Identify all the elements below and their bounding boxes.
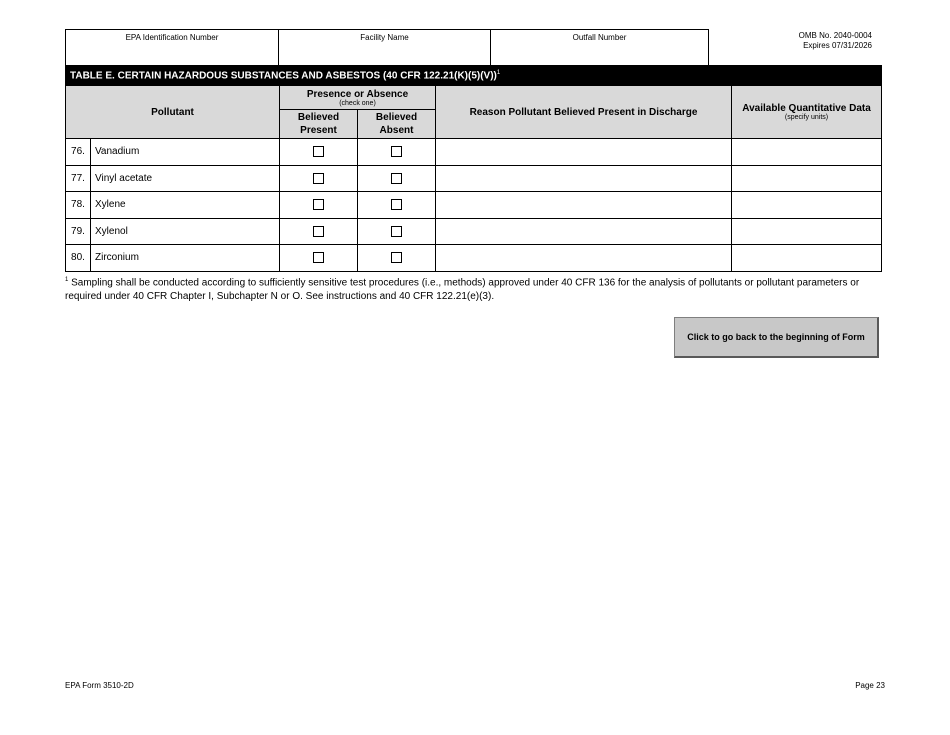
outfall-number-label: Outfall Number — [572, 33, 627, 42]
footnote-marker: 1 — [65, 277, 69, 283]
title-footnote-marker: 1 — [496, 69, 501, 76]
quantitative-data-field[interactable] — [732, 245, 882, 272]
believed-absent-checkbox[interactable] — [391, 252, 402, 263]
table-row — [66, 139, 882, 166]
hazardous-substances-table — [65, 65, 882, 272]
quantitative-data-field[interactable] — [732, 218, 882, 245]
reason-field[interactable] — [436, 192, 732, 219]
footnote — [65, 273, 885, 304]
back-to-beginning-button[interactable]: Click to go back to the beginning of Form — [674, 317, 879, 358]
quantitative-data-field[interactable] — [732, 165, 882, 192]
believed-present-checkbox[interactable] — [313, 199, 324, 210]
row-number: 79. — [66, 218, 91, 245]
table-row — [66, 245, 882, 272]
believed-present-checkbox[interactable] — [313, 146, 324, 157]
believed-absent-checkbox[interactable] — [391, 173, 402, 184]
epa-id-field[interactable] — [66, 30, 279, 65]
omb-number: OMB No. 2040-0004 — [798, 31, 872, 40]
believed-absent-checkbox[interactable] — [391, 226, 402, 237]
pollutant-name: Xylene — [91, 192, 280, 219]
presence-absence-title: Presence or Absence — [306, 88, 409, 100]
believed-absent-checkbox[interactable] — [391, 199, 402, 210]
table-row — [66, 218, 882, 245]
pollutant-name: Vanadium — [91, 139, 280, 166]
believed-present-checkbox[interactable] — [313, 252, 324, 263]
row-number: 77. — [66, 165, 91, 192]
facility-name-field[interactable] — [279, 30, 491, 65]
believed-absent-header: Believed Absent — [358, 110, 436, 139]
pollutant-name: Xylenol — [91, 218, 280, 245]
row-number: 80. — [66, 245, 91, 272]
quantitative-data-field[interactable] — [732, 192, 882, 219]
believed-present-checkbox[interactable] — [313, 173, 324, 184]
pollutant-name: Vinyl acetate — [91, 165, 280, 192]
quantitative-data-title: Available Quantitative Data — [742, 103, 871, 114]
outfall-number-field[interactable] — [491, 30, 708, 65]
identification-header — [65, 29, 709, 65]
reason-header: Reason Pollutant Believed Present in Discharge — [436, 86, 732, 139]
epa-id-label: EPA Identification Number — [125, 33, 219, 42]
table-row — [66, 192, 882, 219]
believed-absent-checkbox[interactable] — [391, 146, 402, 157]
pollutant-name: Zirconium — [91, 245, 280, 272]
believed-present-header: Believed Present — [280, 110, 358, 139]
omb-expires: Expires 07/31/2026 — [803, 41, 872, 50]
reason-field[interactable] — [436, 218, 732, 245]
quantitative-data-header — [732, 86, 882, 139]
pollutant-header: Pollutant — [66, 86, 280, 139]
omb-info — [770, 31, 872, 51]
quantitative-data-field[interactable] — [732, 139, 882, 166]
believed-present-checkbox[interactable] — [313, 226, 324, 237]
reason-field[interactable] — [436, 245, 732, 272]
reason-field[interactable] — [436, 165, 732, 192]
check-one-note: (check one) — [339, 99, 376, 107]
table-title: TABLE E. CERTAIN HAZARDOUS SUBSTANCES AND ASBESTOS (40 CFR 122.21(K)(5)(V))$^1$ — [66, 66, 882, 86]
reason-field[interactable] — [436, 139, 732, 166]
row-number: 76. — [66, 139, 91, 166]
footnote-text: Sampling shall be conducted according to sufficiently sensitive test procedures (i.e., methods) approved under 40 CFR 136 for the analysis of pollutants or pollutant parameters or required under 40 CFR Chapter I, Subchapter N or O. See instructions and 40 CFR 122.21(e)(3). — [65, 277, 860, 303]
specify-units-note: (specify units) — [784, 114, 829, 121]
facility-name-label: Facility Name — [360, 33, 409, 42]
presence-absence-header — [280, 86, 436, 110]
form-name: EPA Form 3510-2D — [65, 681, 134, 690]
page-number: Page 23 — [855, 681, 885, 690]
table-row — [66, 165, 882, 192]
row-number: 78. — [66, 192, 91, 219]
